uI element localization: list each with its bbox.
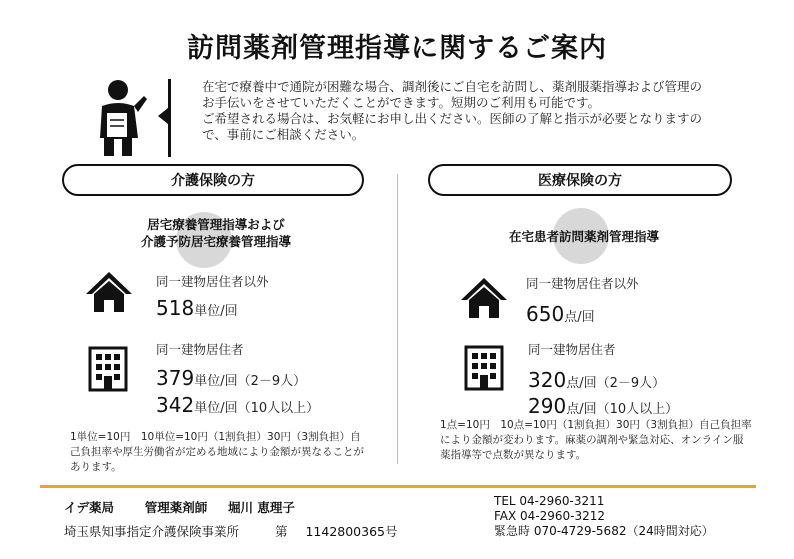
column-divider	[397, 174, 398, 464]
left-case2-label: 同一建物居住者	[156, 342, 244, 357]
intro-paragraph-1: 在宅で療養中で通院が困難な場合、調剤後にご自宅を訪問し、薬剤服薬指導および管理のお手伝いをさせていただくことができます。短期のご利用も可能です。	[202, 79, 703, 110]
left-case1-value: 518	[156, 296, 195, 320]
pharmacist-role: 管理薬剤師	[144, 500, 208, 515]
registration-prefix: 第	[274, 524, 288, 539]
contact-tel: TEL 04-2960-3211	[494, 494, 605, 508]
right-case2-value-a: 320	[528, 368, 567, 392]
left-case2-price-b	[156, 393, 319, 417]
contact-emergency: 緊急時 070-4729-5682（24時間対応）	[494, 524, 714, 538]
building-icon	[464, 345, 504, 391]
footer-accent-line	[40, 485, 756, 488]
right-note: 1点=10円 10点=10円（1割負担）30円（3割負担）自己負担率により金額が変わります。麻薬の調剤や緊急対応、オンライン服薬指導等で点数が異なります。	[440, 419, 752, 461]
right-case1-label: 同一建物居住者以外	[526, 276, 639, 291]
care-insurance-header: 介護保険の方	[62, 164, 364, 196]
registration-number: 1142800365号	[305, 524, 398, 539]
left-case2-value-a: 379	[156, 366, 195, 390]
page-title: 訪問薬剤管理指導に関するご案内	[187, 33, 607, 64]
house-icon	[84, 270, 134, 314]
right-case1-price	[526, 302, 595, 326]
left-case2-price-a	[156, 366, 306, 390]
right-case2-price-b	[528, 394, 678, 418]
right-case1-value: 650	[526, 302, 565, 326]
footer-contact	[494, 494, 714, 539]
footer-registration-line	[64, 522, 398, 540]
right-case2-label: 同一建物居住者	[528, 342, 616, 357]
medical-insurance-header: 医療保険の方	[428, 164, 732, 196]
left-note: 1単位=10円 10単位=10円（1割負担）30円（3割負担）自己負担率や厚生労働省が定める地域により金額が異なることがあります。	[70, 431, 364, 473]
left-service-name	[82, 216, 350, 250]
right-case2-value-b: 290	[528, 394, 567, 418]
intro-text	[202, 79, 712, 143]
left-case2-value-b: 342	[156, 393, 195, 417]
right-case1-unit: 点/回	[564, 310, 595, 325]
pharmacist-name: 堀川 恵理子	[227, 500, 295, 515]
left-case2-unit-b: 単位/回（10人以上）	[194, 401, 320, 416]
left-service-line-1: 居宅療養管理指導および	[147, 217, 285, 232]
right-service-name: 在宅患者訪問薬剤管理指導	[508, 229, 659, 244]
right-case2-unit-a: 点/回（2－9人）	[566, 376, 666, 391]
building-icon	[88, 346, 128, 392]
contact-fax: FAX 04-2960-3212	[494, 509, 606, 523]
right-case2-price-a	[528, 368, 665, 392]
left-service-line-2: 介護予防居宅療養管理指導	[140, 234, 291, 249]
pharmacy-name: イデ薬局	[64, 500, 115, 515]
left-case2-unit-a: 単位/回（2－9人）	[194, 374, 307, 389]
right-case2-unit-b: 点/回（10人以上）	[566, 402, 679, 417]
left-case1-label: 同一建物居住者以外	[156, 274, 269, 289]
left-case1-unit: 単位/回	[194, 304, 238, 319]
intro-pointer	[158, 108, 168, 124]
intro-paragraph-2: ご希望される場合は、お気軽にお申し出ください。医師の了解と指示が必要となりますので、事前にご相談ください。	[202, 111, 703, 142]
footer-pharmacy-line	[64, 498, 295, 516]
intro-divider	[168, 79, 171, 157]
pharmacist-person-icon	[92, 76, 152, 158]
registration-label: 埼玉県知事指定介護保険事業所	[64, 524, 240, 539]
left-case1-price	[156, 296, 238, 320]
house-icon	[459, 276, 509, 320]
